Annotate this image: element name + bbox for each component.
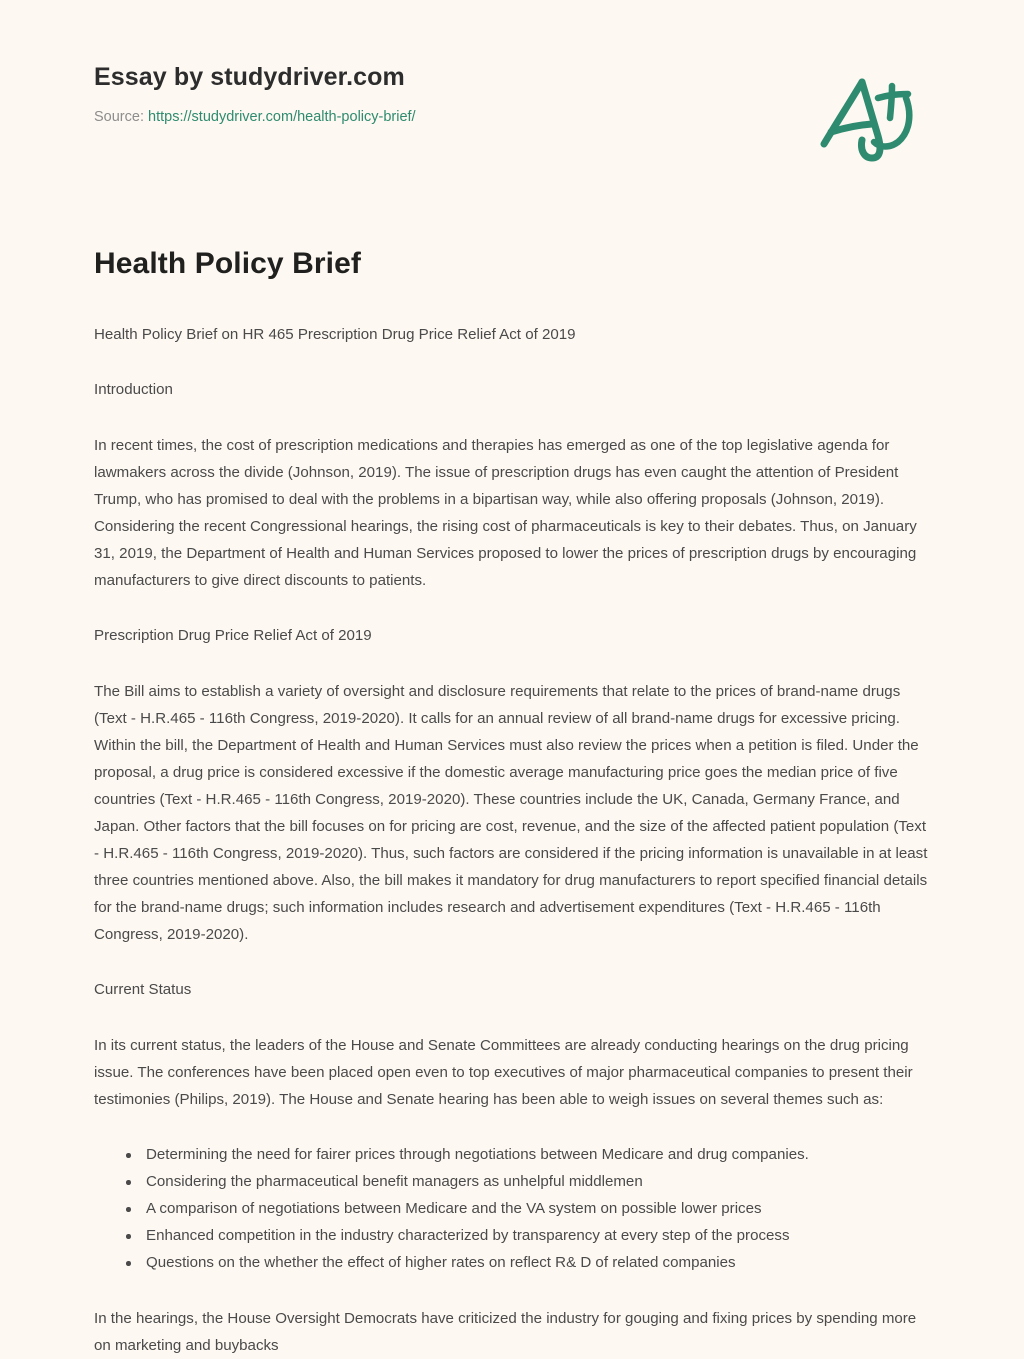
document-body bbox=[94, 245, 934, 1359]
source-url-link[interactable]: https://studydriver.com/health-policy-brief/ bbox=[148, 109, 416, 125]
paragraph-act-details: The Bill aims to establish a variety of oversight and disclosure requirements that relate to the prices of brand-name drugs (Text - H.R.465 - 116th Congress, 2019-2020). It calls for an annual review of all brand-name drugs for excessive pricing. Within the bill, the Department of Health and Human Services must also review the prices when a petition is filed. Under the proposal, a drug price is considered excessive if the domestic average manufacturing price goes the median price of five countries (Text - H.R.465 - 116th Congress, 2019-2020). These countries include the UK, Canada, Germany France, and Japan. Other factors that the bill focuses on for pricing are cost, revenue, and the size of the affected patient population (Text - H.R.465 - 116th Congress, 2019-2020). Thus, such factors are considered if the pricing information is unavailable in at least three countries mentioned above. Also, the bill makes it mandatory for drug manufacturers to report specified financial details for the brand-name drugs; such information includes research and advertisement expenditures (Text - H.R.465 - 116th Congress, 2019-2020). bbox=[94, 682, 928, 943]
list-item: Questions on the whether the effect of higher rates on reflect R& D of related companies bbox=[134, 1249, 934, 1276]
brand-title: Essay by studydriver.com bbox=[94, 63, 405, 91]
paragraph-current-status: In its current status, the leaders of the House and Senate Committees are already conducting hearings on the drug pricing issue. The conferences have been placed open even to top executives of major pharmaceutical companies to present their testimonies (Philips, 2019). The House and Senate hearing has been able to weigh issues on several themes such as: bbox=[94, 1036, 913, 1108]
list-item: Considering the pharmaceutical benefit managers as unhelpful middlemen bbox=[134, 1168, 934, 1195]
list-item: A comparison of negotiations between Medicare and the VA system on possible lower prices bbox=[134, 1195, 934, 1222]
brand-block bbox=[94, 62, 714, 127]
page-title: Health Policy Brief bbox=[94, 247, 361, 280]
heading-introduction: Introduction bbox=[94, 381, 173, 398]
source-line bbox=[94, 108, 714, 127]
list-item: Enhanced competition in the industry characterized by transparency at every step of the process bbox=[134, 1222, 934, 1249]
list-item: Determining the need for fairer prices through negotiations between Medicare and drug companies. bbox=[134, 1141, 934, 1168]
source-label: Source: bbox=[94, 109, 144, 125]
paragraph-introduction: In recent times, the cost of prescription medications and therapies has emerged as one of the top legislative agenda for lawmakers across the divide (Johnson, 2019). The issue of prescription drugs has even caught the attention of President Trump, who has promised to deal with the problems in a bipartisan way, while also offering proposals (Johnson, 2019). Considering the recent Congressional hearings, the rising cost of pharmaceuticals is key to their debates. Thus, on January 31, 2019, the Department of Health and Human Services proposed to lower the prices of prescription drugs by encouraging manufacturers to give direct discounts to patients. bbox=[94, 436, 917, 589]
document-subtitle: Health Policy Brief on HR 465 Prescription Drug Price Relief Act of 2019 bbox=[94, 325, 576, 343]
heading-prescription-drug-price-relief-act: Prescription Drug Price Relief Act of 2019 bbox=[94, 627, 372, 644]
page-header bbox=[0, 0, 1024, 190]
paragraph-closing: In the hearings, the House Oversight Democrats have criticized the industry for gouging and fixing prices by spending more on marketing and buybacks bbox=[94, 1309, 917, 1354]
heading-current-status: Current Status bbox=[94, 981, 192, 998]
themes-bullet-list bbox=[94, 1141, 934, 1276]
studydriver-a-plus-logo-icon bbox=[806, 68, 926, 164]
